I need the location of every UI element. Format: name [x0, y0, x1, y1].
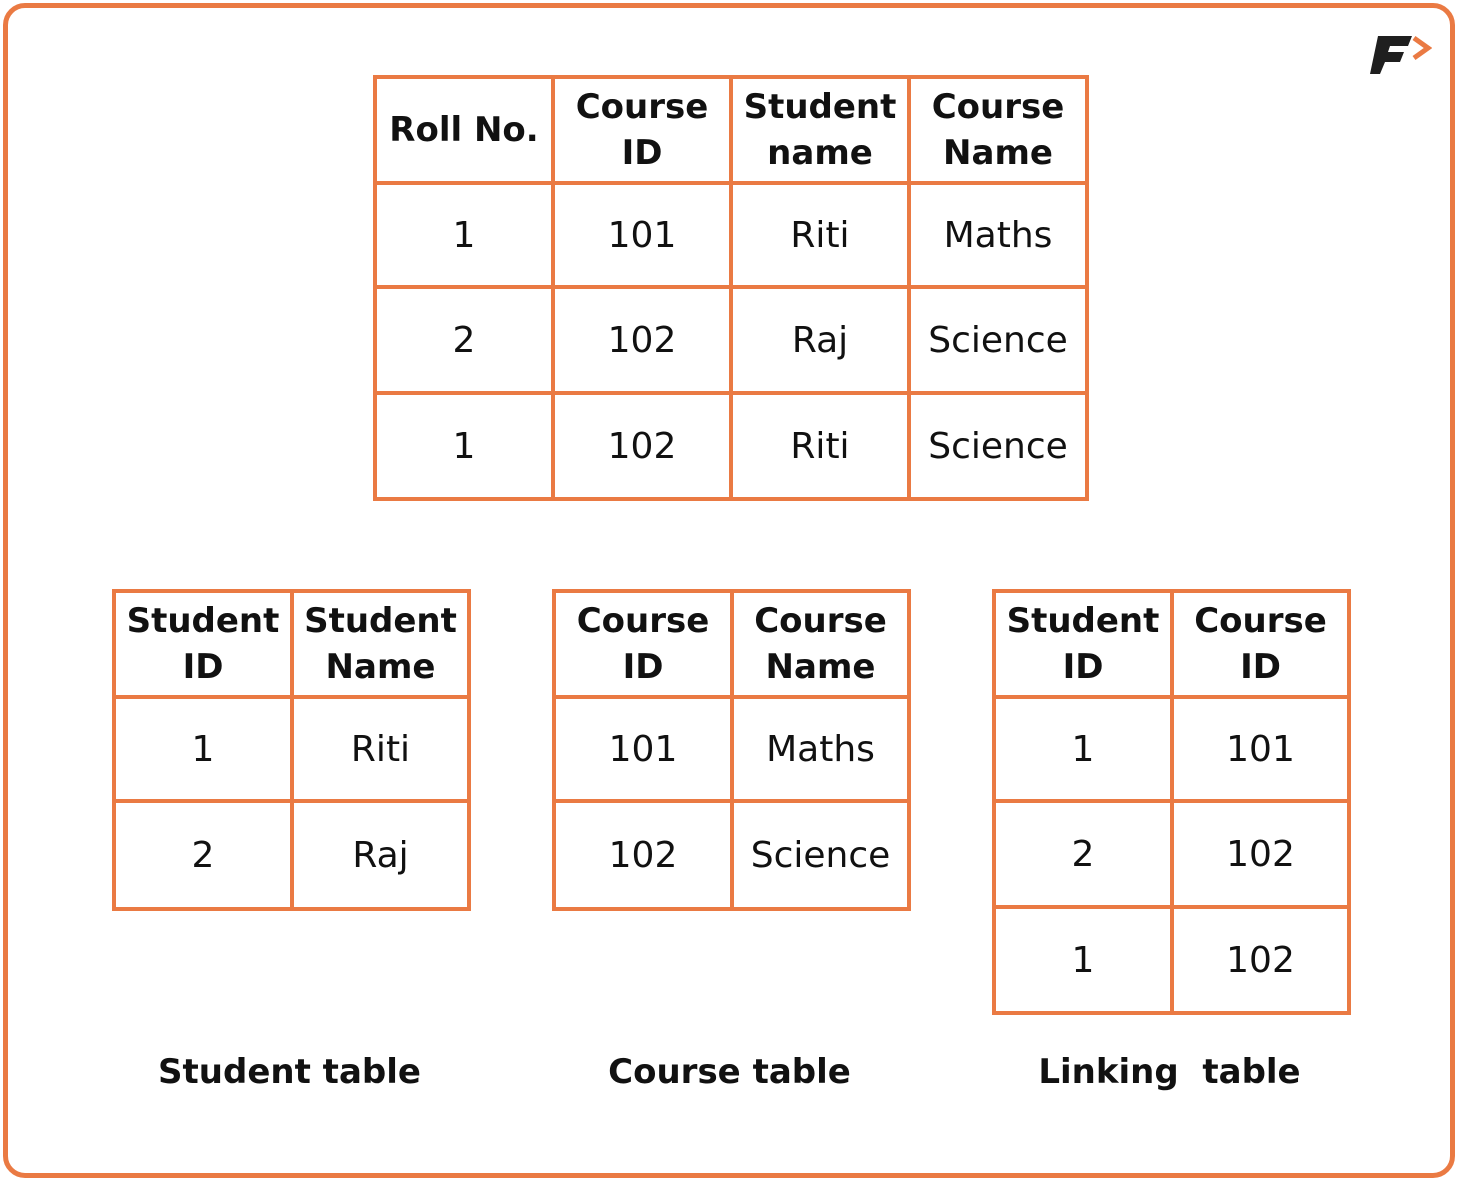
table-cell: 102 — [1172, 801, 1349, 907]
table-cell: Maths — [732, 697, 909, 801]
header-roll-no: Roll No. — [375, 77, 553, 183]
table-cell: 1 — [375, 393, 553, 499]
table-cell: Riti — [731, 393, 909, 499]
header-student-name: Student Name — [292, 591, 469, 697]
header-student-id: Student ID — [994, 591, 1172, 697]
table-cell: 2 — [114, 801, 292, 909]
table-row — [994, 697, 1349, 801]
table-row — [554, 801, 909, 909]
student-table-caption: Student table — [158, 1052, 421, 1092]
header-student-id: Student ID — [114, 591, 292, 697]
table-cell: 2 — [375, 287, 553, 393]
table-cell: Riti — [292, 697, 469, 801]
table-cell: 1 — [994, 697, 1172, 801]
header-course-name: Course Name — [732, 591, 909, 697]
table-row — [554, 697, 909, 801]
table-row — [994, 801, 1349, 907]
header-course-name: Course Name — [909, 77, 1087, 183]
table-cell: Science — [732, 801, 909, 909]
table-cell: 102 — [554, 801, 732, 909]
table-row — [375, 287, 1087, 393]
table-cell: 1 — [994, 907, 1172, 1013]
table-cell: 101 — [553, 183, 731, 287]
table-header-row — [994, 591, 1349, 697]
f-arrow-logo-icon — [1368, 32, 1432, 76]
table-row — [375, 393, 1087, 499]
table-row — [114, 697, 469, 801]
header-course-id: Course ID — [1172, 591, 1349, 697]
table-cell: 2 — [994, 801, 1172, 907]
table-cell: 101 — [1172, 697, 1349, 801]
linking-table — [992, 589, 1351, 1015]
table-header-row — [554, 591, 909, 697]
table-cell: 102 — [1172, 907, 1349, 1013]
table-cell: Raj — [292, 801, 469, 909]
table-row — [114, 801, 469, 909]
table-cell: Science — [909, 287, 1087, 393]
header-course-id: Course ID — [553, 77, 731, 183]
header-course-id: Course ID — [554, 591, 732, 697]
table-cell: Riti — [731, 183, 909, 287]
student-table — [112, 589, 471, 911]
table-row — [375, 183, 1087, 287]
combined-table — [373, 75, 1089, 501]
table-cell: Science — [909, 393, 1087, 499]
course-table — [552, 589, 911, 911]
table-header-row — [114, 591, 469, 697]
linking-table-caption: Linking table — [1038, 1052, 1301, 1092]
table-cell: 102 — [553, 287, 731, 393]
table-cell: 101 — [554, 697, 732, 801]
table-row — [994, 907, 1349, 1013]
table-cell: Maths — [909, 183, 1087, 287]
header-student-name: Student name — [731, 77, 909, 183]
table-cell: 1 — [375, 183, 553, 287]
course-table-caption: Course table — [608, 1052, 851, 1092]
table-header-row — [375, 77, 1087, 183]
table-cell: 1 — [114, 697, 292, 801]
table-cell: 102 — [553, 393, 731, 499]
table-cell: Raj — [731, 287, 909, 393]
